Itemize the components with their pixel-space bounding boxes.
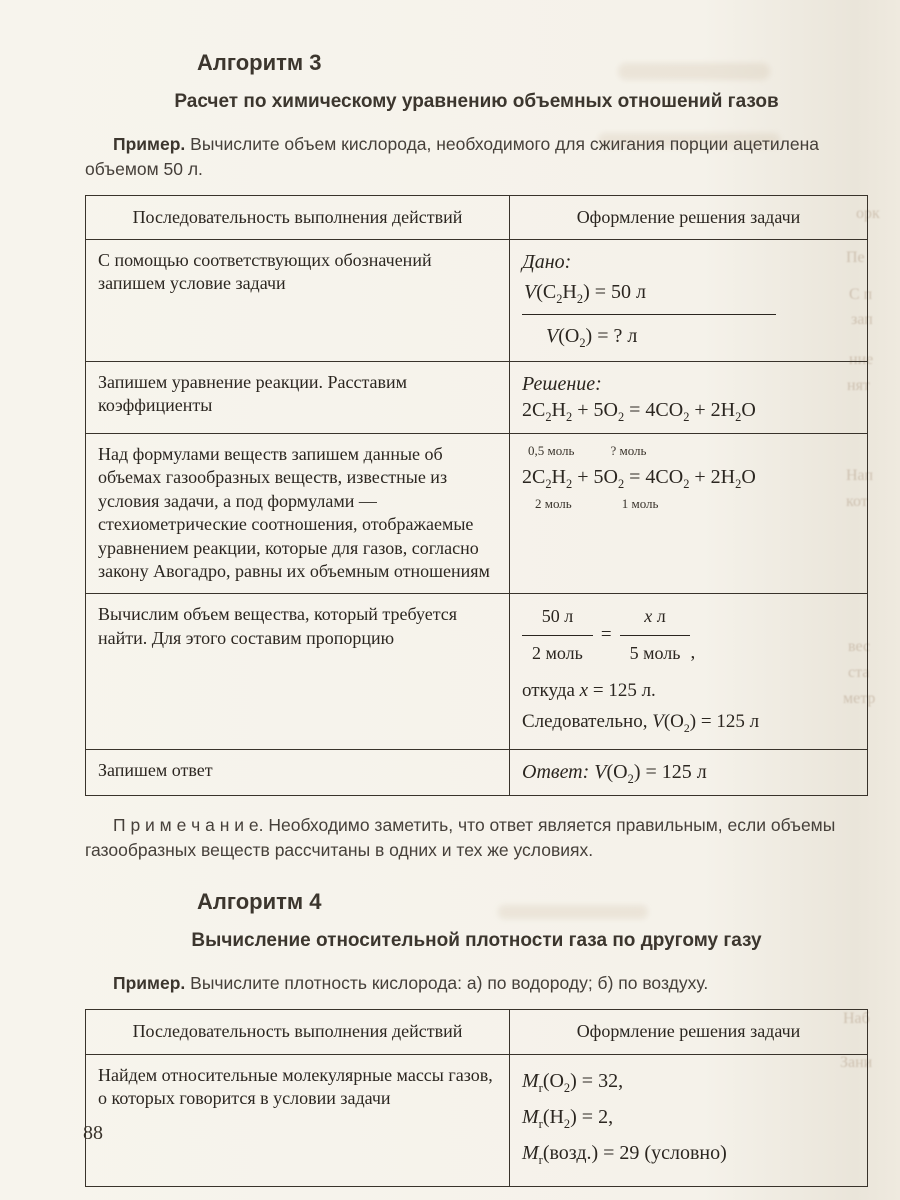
bleed-through-text: орк <box>856 205 880 222</box>
bleed-through-text: нят <box>847 377 870 394</box>
note-paragraph <box>85 813 868 864</box>
given-formula: $V(C_2H_2) = 50$ л <box>522 277 776 315</box>
solution-cell <box>510 749 868 795</box>
algorithm3-heading: Алгоритм 3 <box>197 50 322 75</box>
mole-label: 2 моль <box>535 495 572 511</box>
equals-sign: = <box>600 623 612 645</box>
table-header-row <box>86 1010 868 1054</box>
algorithm4-example <box>85 971 868 996</box>
fraction-numerator: 50 л <box>541 606 574 627</box>
bleed-through-text: ста <box>848 664 870 681</box>
step-cell: Над формулами веществ запишем данные об объемах газообразных веществ, известные из условия задачи, а под формулами — стехиометрические соотношения, отображаемые уравнением реакции, которые для газов, согласно закону Авогадро, равны их объемным отношениям <box>86 434 510 594</box>
algorithm3-subtitle: Расчет по химическому уравнению объемных отношений газов <box>174 91 779 112</box>
table-row <box>86 1054 868 1186</box>
bleed-through-text: метр <box>843 690 876 707</box>
header-solution: Оформление решения задачи <box>510 195 868 239</box>
algorithm3-table <box>85 195 871 796</box>
bleed-through-text: Пе <box>846 249 865 266</box>
fraction <box>522 605 593 665</box>
bleed-through-text: С п <box>849 286 873 303</box>
example-label: Пример. <box>113 134 186 154</box>
moles-below-labels <box>535 496 855 513</box>
solution-label: Решение: <box>522 373 602 396</box>
solution-cell <box>510 240 868 362</box>
molecular-mass-line: $M_r(H_2) = 2$, <box>522 1105 614 1131</box>
table-row <box>86 362 868 434</box>
note-label: П р и м е ч а н и е. <box>113 814 264 835</box>
find-formula: $V(O_2)$ = ? л <box>546 325 638 351</box>
page-number: 88 <box>83 1122 103 1144</box>
bleed-through-text: Зани <box>840 1054 873 1071</box>
bleed-through-text: кот <box>846 493 868 510</box>
page-content <box>85 0 871 1187</box>
moles-above-labels <box>528 443 855 460</box>
example-text: Вычислите плотность кислорода: а) по водороду; б) по воздуху. <box>190 973 709 994</box>
reaction-equation: $2C_2H_2 + 5O_2 = 4CO_2 + 2H_2O$ <box>522 465 756 491</box>
solution-cell <box>510 434 868 594</box>
step-cell: Запишем уравнение реакции. Расставим коэффициенты <box>86 362 510 434</box>
example-text: Вычислите объем кислорода, необходимого для сжигания порции ацетилена объемом 50 л. <box>85 134 819 179</box>
bleed-through-text: Наб <box>843 1010 870 1027</box>
table-row <box>86 434 868 594</box>
table-header-row <box>86 195 868 239</box>
solution-cell <box>510 1054 868 1186</box>
fraction <box>620 605 691 665</box>
comma: , <box>690 641 696 663</box>
step-cell: Найдем относительные молекулярные массы газов, о которых говорится в условии задачи <box>86 1054 510 1186</box>
table-row <box>86 240 868 362</box>
table-row <box>86 594 868 749</box>
dano-label: Дано: <box>522 251 572 274</box>
fraction-numerator: x л <box>644 606 666 627</box>
bleed-through-text: ние <box>849 351 874 368</box>
algorithm4-subtitle: Вычисление относительной плотности газа по другому газу <box>191 930 762 952</box>
answer-line: Ответ: $V(O_2) = 125$ л <box>522 760 707 786</box>
solution-cell <box>510 594 871 749</box>
mole-label: 1 моль <box>621 495 659 511</box>
mole-label: 0,5 моль <box>528 443 575 459</box>
reaction-equation: $2C_2H_2 + 5O_2 = 4CO_2 + 2H_2O$ <box>522 399 756 425</box>
algorithm4-table <box>85 1009 868 1186</box>
conclusion-line: откуда x = 125 л. <box>522 680 656 702</box>
bleed-through-text: Нап <box>846 467 874 484</box>
molecular-mass-line: $M_r(O_2) = 32$, <box>522 1069 624 1095</box>
note-text: Необходимо заметить, что ответ является правильным, если объемы газообразных веществ рассчитаны в одних и тех же условиях. <box>85 814 836 860</box>
bleed-through-text: зап <box>851 311 873 328</box>
molecular-mass-line: $M_r(возд.) = 29$ (условно) <box>522 1141 727 1167</box>
table-row <box>86 749 868 795</box>
algorithm3-example <box>85 132 868 182</box>
mole-label: ? моль <box>610 443 647 459</box>
header-steps: Последовательность выполнения действий <box>86 195 510 239</box>
algorithm4-heading: Алгоритм 4 <box>197 889 322 915</box>
header-solution: Оформление решения задачи <box>510 1010 868 1054</box>
header-steps: Последовательность выполнения действий <box>86 1010 510 1054</box>
step-cell: С помощью соответствующих обозначений запишем условие задачи <box>86 240 510 362</box>
bleed-through-text: вес <box>848 638 871 655</box>
solution-cell <box>510 362 868 434</box>
example-label: Пример. <box>113 973 186 994</box>
fraction-denominator: 5 моль <box>620 635 691 665</box>
conclusion-line: Следовательно, $V(O_2) = 125$ л <box>522 710 760 735</box>
fraction-denominator: 2 моль <box>522 635 593 665</box>
step-cell: Вычислим объем вещества, который требуется найти. Для этого составим пропорцию <box>86 594 510 749</box>
step-cell: Запишем ответ <box>86 749 510 795</box>
proportion <box>522 605 855 665</box>
